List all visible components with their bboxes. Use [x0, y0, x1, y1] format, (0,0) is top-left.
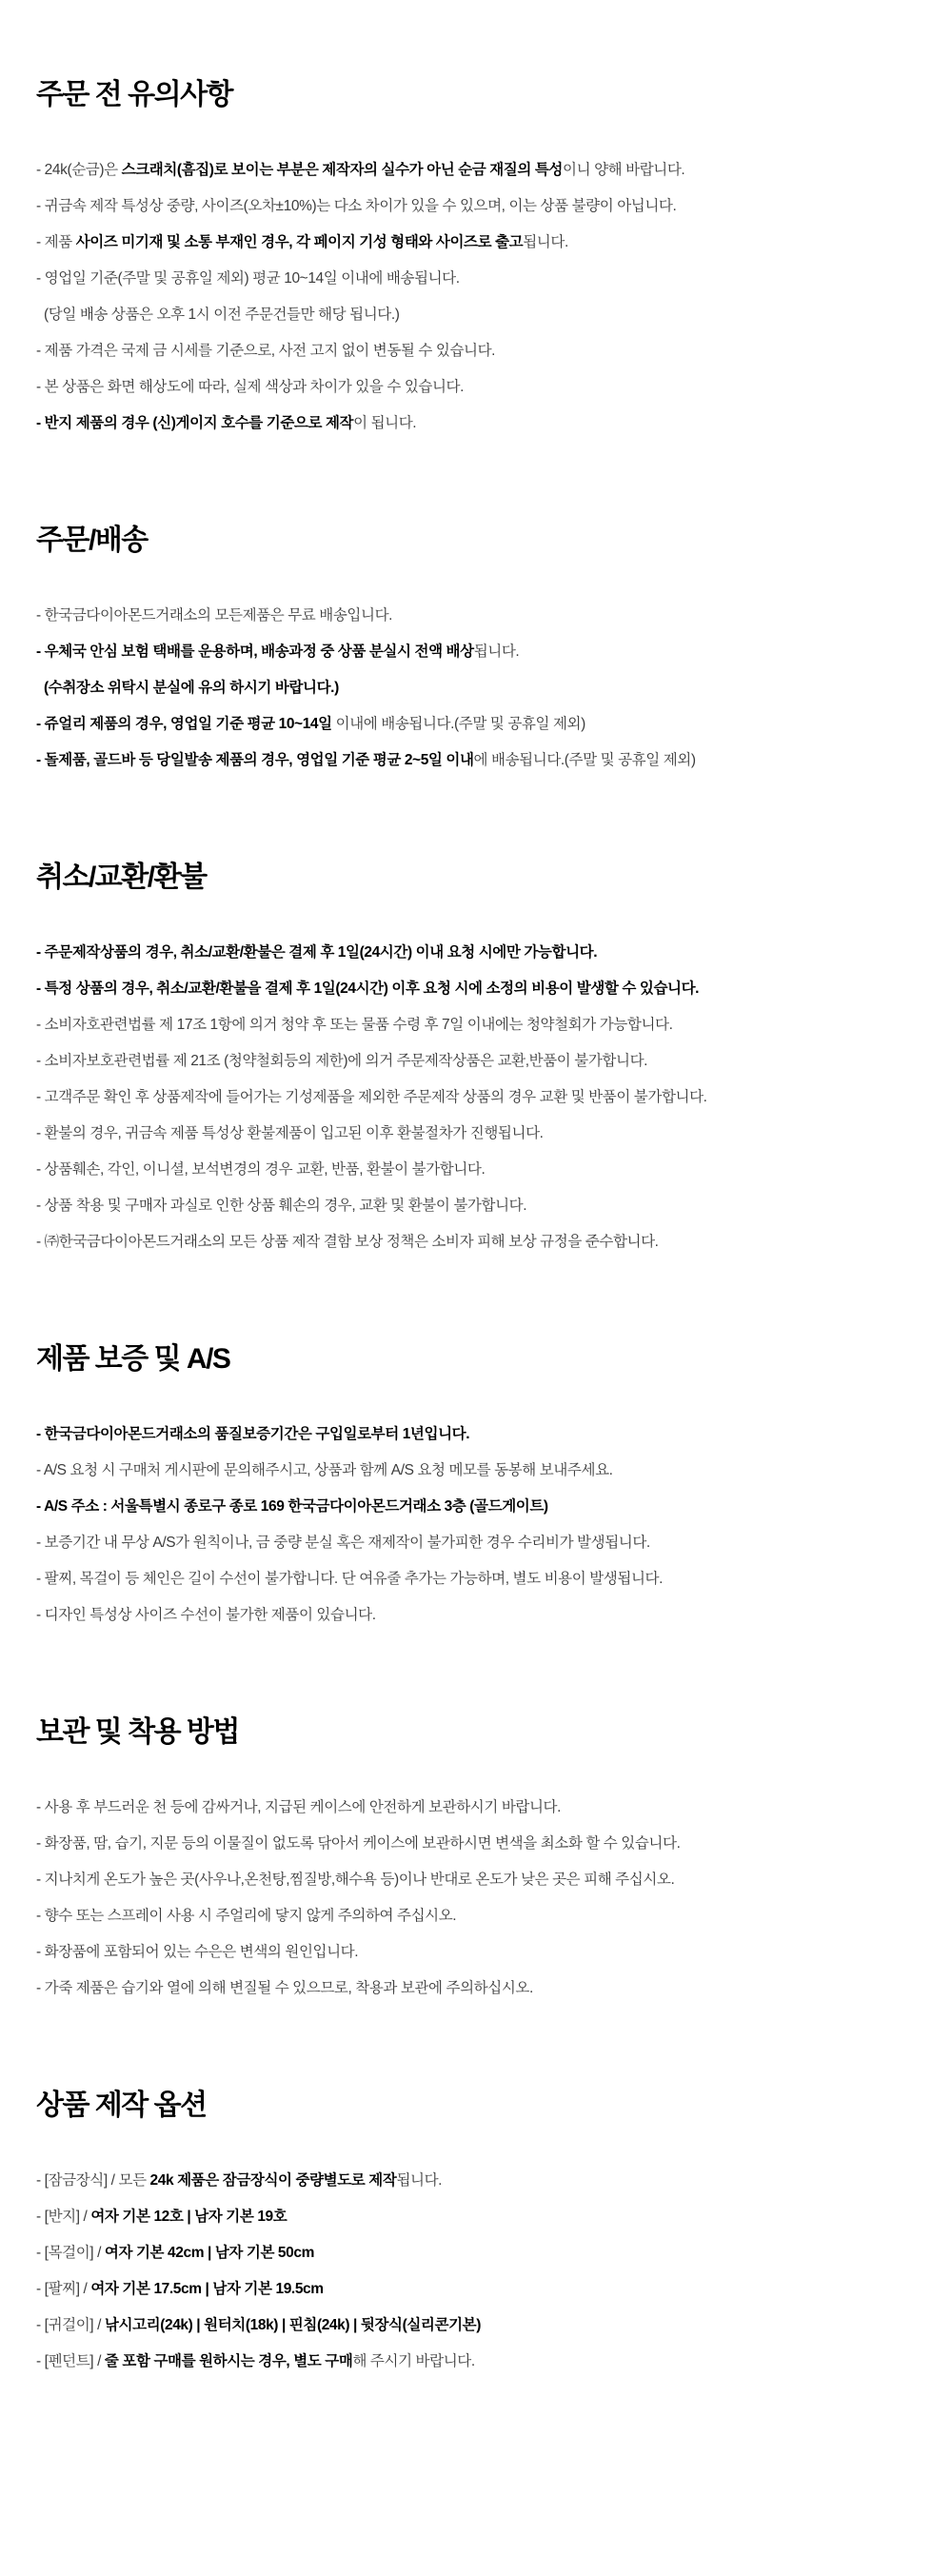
notice-line [36, 406, 914, 442]
section-title: 주문/배송 [36, 525, 148, 556]
text-segment: 에 배송됩니다.(주말 및 공휴일 제외) [473, 752, 696, 768]
notice-line [36, 1453, 914, 1489]
text-segment: - 디자인 특성상 사이즈 수선이 불가한 제품이 있습니다. [36, 1607, 376, 1623]
text-segment: - 팔찌, 목걸이 등 체인은 길이 수선이 불가합니다. 단 여유줄 추가는 가능하며, 별도 비용이 발생됩니다. [36, 1571, 663, 1587]
notice-line [36, 1898, 914, 1934]
section-title: 취소/교환/환불 [36, 862, 207, 893]
notice-line [36, 1790, 914, 1826]
notice-line [36, 1525, 914, 1561]
text-segment: - [반지] / [36, 2209, 91, 2225]
notice-line [36, 1116, 914, 1152]
text-segment: - 한국금다이아몬드거래소의 모든제품은 무료 배송입니다. [36, 607, 393, 624]
notice-line [36, 1152, 914, 1188]
notice-line [36, 2344, 914, 2380]
text-segment: 됩니다. [396, 2172, 443, 2189]
text-segment: - 사용 후 부드러운 천 등에 감싸거나, 지급된 케이스에 안전하게 보관하시기 바랍니다. [36, 1799, 562, 1815]
notice-line [36, 1043, 914, 1080]
text-segment: 여자 기본 12호 | 남자 기본 19호 [90, 2209, 288, 2225]
text-segment: - 영업일 기준(주말 및 공휴일 제외) 평균 10~14일 이내에 배송됩니다. [36, 270, 460, 287]
section-lines [36, 935, 914, 1260]
notice-line [36, 188, 914, 225]
notice-line [36, 1934, 914, 1971]
section-pre-order-notice [36, 78, 914, 442]
section-title: 제품 보증 및 A/S [36, 1343, 230, 1375]
text-segment: - [펜던트] / [36, 2353, 105, 2369]
text-segment: - 본 상품은 화면 해상도에 따라, 실제 색상과 차이가 있을 수 있습니다. [36, 379, 465, 395]
notice-line [36, 1862, 914, 1898]
text-segment: 이내에 배송됩니다.(주말 및 공휴일 제외) [331, 716, 585, 732]
section-lines [36, 152, 914, 442]
text-segment: - A/S 요청 시 구매처 게시판에 문의해주시고, 상품과 함께 A/S 요청 메모를 동봉해 보내주세요. [36, 1462, 613, 1478]
text-segment: 24k 제품은 잠금장식이 중량별도로 제작 [149, 2172, 397, 2189]
notice-line [36, 1188, 914, 1224]
text-segment: - [36, 752, 45, 768]
text-segment: - 고객주문 확인 후 상품제작에 들어가는 기성제품을 제외한 주문제작 상품의 경우 교환 및 반품이 불가합니다. [36, 1089, 707, 1105]
notice-line [36, 152, 914, 188]
notice-line [36, 1561, 914, 1597]
notice-line [36, 2235, 914, 2271]
notice-line [36, 971, 914, 1007]
notice-line [36, 1417, 914, 1453]
notice-line [36, 598, 914, 634]
notice-line [36, 2163, 914, 2199]
section-lines [36, 1790, 914, 2007]
notice-line [36, 1080, 914, 1116]
notice-line [36, 1224, 914, 1260]
text-segment: - 보증기간 내 무상 A/S가 원칙이나, 금 중량 분실 혹은 재제작이 불가피한 경우 수리비가 발생됩니다. [36, 1535, 650, 1551]
text-segment: - [36, 644, 45, 660]
notice-line [36, 2308, 914, 2344]
text-segment: 우체국 안심 보험 택배를 운용하며, 배송과정 중 상품 분실시 전액 배상 [44, 644, 474, 660]
text-segment: 쥬얼리 제품의 경우, 영업일 기준 평균 10~14일 [44, 716, 332, 732]
text-segment: 여자 기본 17.5cm | 남자 기본 19.5cm [90, 2281, 324, 2297]
text-segment: - 귀금속 제작 특성상 중량, 사이즈(오차±10%)는 다소 차이가 있을 수 있으며, 이는 상품 불량이 아닙니다. [36, 198, 677, 214]
text-segment: - 화장품에 포함되어 있는 수은은 변색의 원인입니다. [36, 1944, 359, 1960]
text-segment: (수취장소 위탁시 분실에 유의 하시기 바랍니다.) [44, 680, 339, 696]
text-segment: - 24k(순금)은 [36, 162, 122, 178]
text-segment: - 상품훼손, 각인, 이니셜, 보석변경의 경우 교환, 반품, 환불이 불가합니다. [36, 1161, 486, 1178]
text-segment: - [36, 716, 45, 732]
text-segment: 줄 포함 구매를 원하시는 경우, 별도 구매 [104, 2353, 353, 2369]
text-segment: 반지 제품의 경우 (신)게이지 호수를 기준으로 제작 [44, 415, 354, 431]
notice-line [36, 333, 914, 369]
section-order-shipping [36, 524, 914, 779]
notice-line [36, 634, 914, 670]
text-segment: 이니 양해 바랍니다. [563, 162, 685, 178]
notice-line [36, 1971, 914, 2007]
text-segment: - 상품 착용 및 구매자 과실로 인한 상품 훼손의 경우, 교환 및 환불이 불가합니다. [36, 1198, 527, 1214]
notice-line [36, 2199, 914, 2235]
notice-line [36, 670, 914, 706]
text-segment: - [잠금장식] / 모든 [36, 2172, 150, 2189]
notice-line [36, 225, 914, 261]
notice-line [36, 706, 914, 743]
notice-line [36, 1489, 914, 1525]
text-segment: - 소비자보호관련법률 제 21조 (청약철회등의 제한)에 의거 주문제작상품은 교환,반품이 불가합니다. [36, 1053, 648, 1069]
notice-line [36, 369, 914, 406]
section-storage-wearing [36, 1715, 914, 2007]
section-title: 주문 전 유의사항 [36, 79, 233, 110]
notice-line [36, 1007, 914, 1043]
section-cancel-exchange-refund [36, 861, 914, 1260]
text-segment: - [36, 415, 45, 431]
section-production-options [36, 2089, 914, 2380]
text-segment: 낚시고리(24k) | 원터치(18k) | 핀침(24k) | 뒷장식(실리콘기본) [104, 2317, 481, 2333]
text-segment: - 한국금다이아몬드거래소의 품질보증기간은 구입일로부터 1년입니다. [36, 1426, 470, 1442]
notice-line [36, 1826, 914, 1862]
notice-line [36, 935, 914, 971]
text-segment: - [목걸이] / [36, 2245, 105, 2261]
section-title: 상품 제작 옵션 [36, 2090, 207, 2121]
text-segment: (당일 배송 상품은 오후 1시 이전 주문건들만 해당 됩니다.) [44, 307, 400, 323]
text-segment: - 제품 가격은 국제 금 시세를 기준으로, 사전 고지 없이 변동될 수 있습니다. [36, 343, 496, 359]
text-segment: - 화장품, 땀, 습기, 지문 등의 이물질이 없도록 닦아서 케이스에 보관하시면 변색을 최소화 할 수 있습니다. [36, 1835, 681, 1852]
text-segment: - 환불의 경우, 귀금속 제품 특성상 환불제품이 입고된 이후 환불절차가 진행됩니다. [36, 1125, 544, 1141]
text-segment: 됩니다. [473, 644, 520, 660]
section-lines [36, 2163, 914, 2380]
section-title: 보관 및 착용 방법 [36, 1716, 239, 1748]
notice-line [36, 1597, 914, 1634]
text-segment: 돌제품, 골드바 등 당일발송 제품의 경우, 영업일 기준 평균 2~5일 이내 [44, 752, 474, 768]
text-segment: 여자 기본 42cm | 남자 기본 50cm [104, 2245, 314, 2261]
section-lines [36, 1417, 914, 1634]
text-segment: - [팔찌] / [36, 2281, 91, 2297]
text-segment: - [귀걸이] / [36, 2317, 105, 2333]
notice-line [36, 297, 914, 333]
text-segment: 됩니다. [523, 234, 568, 250]
section-lines [36, 598, 914, 779]
text-segment: 스크래치(흠집)로 보이는 부분은 제작자의 실수가 아닌 순금 재질의 특성 [121, 162, 564, 178]
text-segment: - 제품 [36, 234, 76, 250]
text-segment: - 지나치게 온도가 높은 곳(사우나,온천탕,찜질방,해수욕 등)이나 반대로 온도가 낮은 곳은 피해 주십시오. [36, 1872, 675, 1888]
notice-line [36, 2271, 914, 2308]
text-segment: 해 주시기 바랍니다. [352, 2353, 475, 2369]
text-segment: - 주문제작상품의 경우, 취소/교환/환불은 결제 후 1일(24시간) 이내 요청 시에만 가능합니다. [36, 944, 598, 961]
text-segment: - 향수 또는 스프레이 사용 시 주얼리에 닿지 않게 주의하여 주십시오. [36, 1908, 457, 1924]
text-segment: - 소비자호관련법률 제 17조 1항에 의거 청약 후 또는 물품 수령 후 7일 이내에는 청약철회가 가능합니다. [36, 1017, 673, 1033]
text-segment: 이 됩니다. [353, 415, 417, 431]
section-warranty-as [36, 1342, 914, 1634]
text-segment: - A/S 주소 : 서울특별시 종로구 종로 169 한국금다이아몬드거래소 3층 (골드게이트) [36, 1498, 548, 1515]
text-segment: - ㈜한국금다이아몬드거래소의 모든 상품 제작 결함 보상 정책은 소비자 피해 보상 규정을 준수합니다. [36, 1234, 659, 1250]
text-segment: - 특정 상품의 경우, 취소/교환/환불을 결제 후 1일(24시간) 이후 요청 시에 소정의 비용이 발생할 수 있습니다. [36, 981, 700, 997]
notice-line [36, 743, 914, 779]
text-segment: 사이즈 미기재 및 소통 부재인 경우, 각 페이지 기성 형태와 사이즈로 출고 [75, 234, 524, 250]
notice-line [36, 261, 914, 297]
text-segment: - 가죽 제품은 습기와 열에 의해 변질될 수 있으므로, 착용과 보관에 주의하십시오. [36, 1980, 533, 1996]
